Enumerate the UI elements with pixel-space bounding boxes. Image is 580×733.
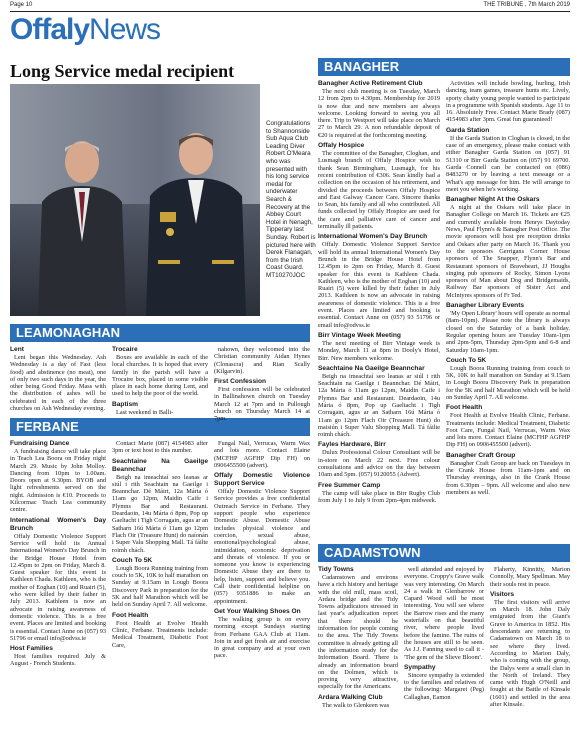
article-body: Beigh na imeachtaí seo leanas ar siúl i rith Seachtain na Gaeilge i Beannchar. Dé Máirt, 12a Márta ó 11am go 12pm, Maidin Caife i Plymns Bar and Restaurant. Deardaoin, 14u Márta ó 8pm, Pop up Gaeltacht i Tigh Corragain, agus ar an Satharn 16ú Márta ó 11am go 12pm Flach Oir (Treasure Hunt) do naíonán i Super Valu Shopping Mall. Tá fáilte roimh chách.	[112, 473, 209, 554]
headline: Long Service medal recipient	[10, 61, 235, 81]
photo-caption: Congratulations to Shannonside Sub Aqua Club Leading Diver Robert O'Meara who was presented with his long service medal for underwater Search & Recovery at the Abbey Court Hotel in Nenagh, Tipperary last Sunday. Robert is pictured here with Derek Flanagan, from the Irish Coast Guard. MT10270JOC	[266, 120, 316, 279]
article-body: The camp will take place in Birr Rugby Club from July 1 to July 9 from 2pm-4pm midweek.	[318, 489, 440, 504]
header-rule	[10, 11, 570, 12]
article-heading: Get Your Walking Shoes On	[214, 607, 301, 615]
article-body: Sincere sympathy is extended to the families and relatives of the following: Margaret (Peg) Callaghan, Eamon	[404, 671, 484, 701]
article-heading: Lent	[10, 346, 24, 353]
article-body: The next meeting of Birr Vintage week is Monday, March 11 at 8pm in Dooly's Hotel, Birr. New members welcome.	[318, 339, 440, 362]
leamonaghan-column-1	[10, 346, 106, 413]
article-heading: Offaly Hospice	[318, 142, 365, 150]
article-heading: Visitors	[490, 590, 515, 598]
article-heading: Offaly Domestic Violence Support Service	[214, 472, 310, 488]
article-body: Host families required July & August - French Students.	[10, 653, 106, 668]
leamonaghan-column-2	[112, 346, 208, 417]
article-heading: Sympathy	[404, 663, 436, 671]
article-heading: Banagher Night At the Oskars	[446, 196, 540, 204]
article-body: Fungal Nail, Verrucas, Warm Wax and lots more. Contact Elaine (MCFHP AGFHP Dip FH) on 0906455500 (advert).	[214, 440, 310, 469]
medal-photo	[10, 84, 260, 316]
article-body: The first visitors will arrive on March 18. John Daly emigrated from the Giant's Grave to America in 1852. His descendants are returning to Cadamstown on March 18 to see where they lived. According to Marion Daly, who is coming with the group, the Dalys were a small clan in the North of Ireland. They came with Hugh O'Neill and fought at the Battle of Kinsale (1601) and settled in the area after Kinsale.	[490, 598, 570, 709]
article-heading: International Women's Day Brunch	[318, 233, 428, 241]
section-leamonaghan: LEAMONAGHAN	[10, 324, 310, 342]
article-body: The walk to Glenkeen was	[322, 701, 390, 709]
article-heading: Baptism	[112, 400, 139, 408]
article-body: Offaly Domestic Violence Support Service provides a free confidential Outreach Service in Ferbane. They support people who experience Domestic Abuse. Domestic Abuse includes physical violence and coercion, sexual abuse, emotional/psychological abuse, intimidation, economic deprivation and threats of violence. If you or someone you know is experiencing Domestic Abuse they are there to help, listen, support and believe you. Call their confidential helpline on (057) 9351886 to make an appointment.	[214, 488, 310, 605]
article-body: Dulux Professional Colour Consultant will be in-store on March 22 next. Free colour consultations and advice on the day between 10am and 5pm. (057) 9120055 (Advert).	[318, 449, 440, 479]
article-body: The next club meeting is on Tuesday, March 12 from 2pm to 4.30pm. Membership for 2019 is now due and new members are always welcome. Looking forward to seeing you all there. Trip to Westport will take place on March 27 to March 29. A non refundable deposit of €20 is required at the forthcoming meeting.	[318, 88, 440, 139]
article-heading: Ardara Walking Club	[318, 693, 383, 701]
banagher-column-1	[318, 80, 440, 505]
article-body: Lough Boora Running training from couch to 5K, 10K to half marathon on Sunday at 9.15am in Lough Boora Discovery Park in preparation for the 5K and half Marathon which will be held on Sunday April 7. All welcome.	[112, 564, 208, 609]
article-body: Flaherty, Kinnitty, Marion Connolly, Mary Spellman. May their souls rest in peace.	[490, 566, 570, 588]
article-body: First confession will be celebrated in Ballinahown church on Tuesday March 12 at 7pm and in Pullough church on Thursday March 14 at 7pm.	[214, 386, 310, 423]
article-body: Offaly Domestic Violence Support Service will hold its Annual International Women's Day Brunch in the Bridge House Hotel from 12.45pm to 2pm on Friday, March 8. Guest speaker for this event is Kathleen Chada. Kathleen, who is the mother of Eoghan (10) and Ruairi (5), who were killed by their father in July 2013. Kathleen is now an advocate in raising awareness of domestic violence. This is a free event. Places are limited and booking is essential. Contact Anne on (057) 93 51796 or email info@odvss.ie	[10, 532, 107, 642]
article-heading: Fundraising Dance	[10, 440, 70, 447]
leamonaghan-column-3	[214, 346, 310, 424]
article-body: Lough Boora Running training from couch to 5K, 10K to half marathon on Sunday at 9.15am in Lough Boora Discovery Park in preparation for the 5K and half Marathon which will be held on Sunday April 7. All welcome.	[446, 364, 570, 401]
article-body: If the Garda Station in Cloghan is closed, in the case of an emergency, please make contact with either Banagher Garda Station on (057) 91 51310 or Birr Garda Station on (057) 91 69700. Garda Connell can be contacted on (086) 8483270 or by leaving a text message or a What's app message for him. He will arrange to meet you when he's working.	[446, 134, 570, 193]
article-body: Offaly Domestic Violence Support Service will hold its annual International Women's Day Brunch in the Bridge House Hotel from 12.45pm to 2pm on Friday, March 8. Guest speaker for this event is Kathleen Chada. Kathleen, who is the mother of Eoghan (10) and Ruairi (5) were killed by their father in July 2013. Kathleen is now an advocate in raising awareness of domestic violence. This is a free event. Places are limited and booking is essential. Contact Anne on (057) 93 51796 or email info@odvss.ie	[318, 241, 440, 329]
banagher-column-2	[446, 80, 570, 497]
article-body: Lent began this Wednesday. Ash Wednesday is a day of Fast (less food) and abstinence (no meat), one of only two such days in the year, the other being Good Friday. Mass with the distribution of ashes will be celebrated in each of the three churches on Ash Wednesday evening.	[10, 354, 106, 413]
article-heading: Foot Health	[112, 611, 149, 619]
article-heading: Seachtaine Na Gaeilge Beannchar	[318, 364, 425, 372]
article-heading: Free Summer Camp	[318, 481, 381, 489]
page-number: Page 10	[10, 2, 33, 8]
article-body: Contact Marie (087) 4154983 after 3pm or text host to this number.	[112, 440, 208, 455]
article-body: Cadamstown and environs have a rich history and heritage with the old mill, mass scoil, Ardara bridge and the Tidy Towns adjudicators stressed in last year's adjudication report that there should be information for people coming to the area. The Tidy Towns committee is already getting all the information ready for the Information Board. There is already an information board on the Dolmen, which is proving very attractive, especially for the Americans.	[318, 574, 398, 691]
section-ferbane: FERBANE	[10, 418, 310, 436]
article-heading: Garda Station	[446, 126, 490, 134]
ferbane-column-1	[10, 440, 106, 669]
ferbane-column-2	[112, 440, 208, 650]
man-in-suit-figure	[32, 132, 130, 316]
masthead-offaly: Offaly	[10, 13, 90, 46]
article-body: A fundraising dance will take place in Teach Lea Boora on Friday night March 29. Music by John Molloy. Dancing from 10pm to 1.00am. Doors open at 9.30pm. BYOB and light refreshments served on the night. Admission is €10. Proceeds to Kilcormac Teach Lea community centre.	[10, 448, 106, 514]
article-body: A night at the Oskars will take place in Banagher College on March 16. Tickets are €25 and currently available from Henrys Daytoday News, Paul Flynn's & Banagher Post Office. The movie sponsors will host pre reception drinks and Oskars after party on March 16. Thank you to the sponsors Gerrigans Corner House sponsors of The Snapper, Flynn's Bar and Restaurant sponsors of Braveheart, JJ Houghs singing pub sponsors of Rocky, Simon Lyons sponsors of Man about Dog and Bridgemaids, Railway Bar sponsors of Sister Act and McIntyres sponsors of Fr Ted.	[446, 204, 570, 299]
article-body: 'My Open Library' hours will operate as normal (8am-10pm). Please note the library is always closed on the Saturday of a bank holiday. Regular opening hours are Tuesday 10am-1pm and 2pm-5pm, Thursday 2pm-5pm and 6-8 and Saturday 10am-1pm.	[446, 310, 570, 354]
article-body: Boxes are available in each of the local churches. It is hoped that every family in the parish will have a Trocaire box, placed in some visible place in each home during Lent, and used to help the poor of the world.	[112, 354, 208, 398]
article-body: Activities will include bowling, hurling, Irish dancing, team games, treasure hunts etc. Lively, sporty chatty young people wanted to participate in a programme with Spanish students. Age 11 to 16. Absolutely Free. Contact Marie Brady (087) 4154983 after 3pm. Great fun guaranteed!	[446, 80, 570, 124]
article-body: nahown, they welcomed into the Christian community Aidan Hynes (Clonascra) and Rian Scally (Kilgarvin).	[214, 346, 310, 375]
publication-info: THE TRIBUNE , 7th March 2019	[483, 2, 570, 8]
article-heading: Tidy Towns	[318, 566, 354, 573]
article-heading: Host Families	[10, 645, 53, 653]
ferbane-column-3	[214, 440, 310, 661]
article-heading: Banagher Craft Group	[446, 451, 516, 459]
article-heading: Banagher Library Events	[446, 302, 525, 310]
masthead-news: News	[89, 13, 161, 46]
article-body: Last weekend in Balli-	[116, 408, 174, 416]
masthead	[10, 13, 160, 45]
article-body: Foot Health at Evolve Health Clinic, Ferbane. Treatments include: Medical Treatment, Diabetic Foot Care, Fungal Nail, Verrucas, Warm Wax and lots more. Contact Elaine (MCFHP AGFHP Dip FH) on 0906455500 (advert).	[446, 412, 570, 449]
article-body: The walking group is on every morning except Sundays starting from Ferbane GAA Club at 11am. Join in and get fresh air and exercise in great company and at your own pace.	[214, 615, 310, 660]
article-body: The committee of the Banagher, Cloghan, and Lusmagh branch of Offaly Hospice wish to thank Sean Birmingham, Lusmagh, for his recent contribution of €306. Sean kindly had a collection on the occasion of his retirement, and divided the proceeds between Offaly Hospice and East Galway Cancer Care. Sincere thanks to Sean, his family and all who contributed. All funds collected by Offaly Hospice are used for the care and palliative care of cancer and terminally ill patients.	[318, 150, 440, 231]
article-heading: International Women's Day Brunch	[10, 516, 106, 532]
cadamstown-column-1	[318, 566, 398, 710]
article-heading: First Confession	[214, 378, 267, 386]
section-banagher: BANAGHER	[318, 58, 570, 76]
article-heading: Banagher Active Retirement Club	[318, 80, 423, 87]
article-heading: Foot Health	[446, 404, 483, 412]
article-heading: Fayles Hardware, Birr	[318, 441, 386, 449]
article-heading: Birr Vintage Week Meeting	[318, 331, 401, 339]
article-body: well attended and enjoyed by everyone. Croppy's Grave walk was very interesting. On March 24 a walk in Glenbarrow or Capard Wood will be most interesting. You will see where the Barrow rises and the many waterfalls on that beautiful river, where people lived before the famine. The ruins of the houses are still to be seen. As J.J. Fanning used to call it - 'The gem of the Slieve Bloom'.	[404, 566, 484, 661]
article-body: Banagher Craft Group are back on Tuesdays in the Crank House from 11am-1pm and on Thursday evenings, also in the Crank House from 6.30pm – 9pm. All welcome and also new members as well.	[446, 459, 570, 496]
article-heading: Seachtaine Na Gaeilge Beannchar	[112, 457, 208, 473]
article-heading: Couch To 5K	[446, 356, 487, 364]
cadamstown-column-3	[490, 566, 570, 709]
article-body: Beigh na imeachtaí seo leanas ar siúl i rith Seachtain na Gaeilge i Beannchar. Dé Máirt, 12a Márta ó 11am go 12pm, Maidin Caife i Plymns Bar and Restaurant. Deardaoin, 14u Márta ó 8pm, Pop up Gaeltacht i Tigh Corragain, agus ar an Satharn 16ú Márta ó 11am go 12pm Flach Oir (Treasure Hunt) do maisiún i Super Valu Shopping Mall. Tá fáilte roimh chách.	[318, 372, 440, 439]
man-in-uniform-figure	[142, 120, 250, 316]
cadamstown-column-2	[404, 566, 484, 702]
section-cadamstown: CADAMSTOWN	[318, 544, 570, 562]
article-heading: Couch To 5K	[112, 556, 153, 564]
article-heading: Trocaire	[112, 346, 138, 353]
article-body: Foot Health at Evolve Health Clinic, Ferbane. Treatments include: Medical Treatment, Diabetic Foot Care,	[112, 619, 208, 649]
